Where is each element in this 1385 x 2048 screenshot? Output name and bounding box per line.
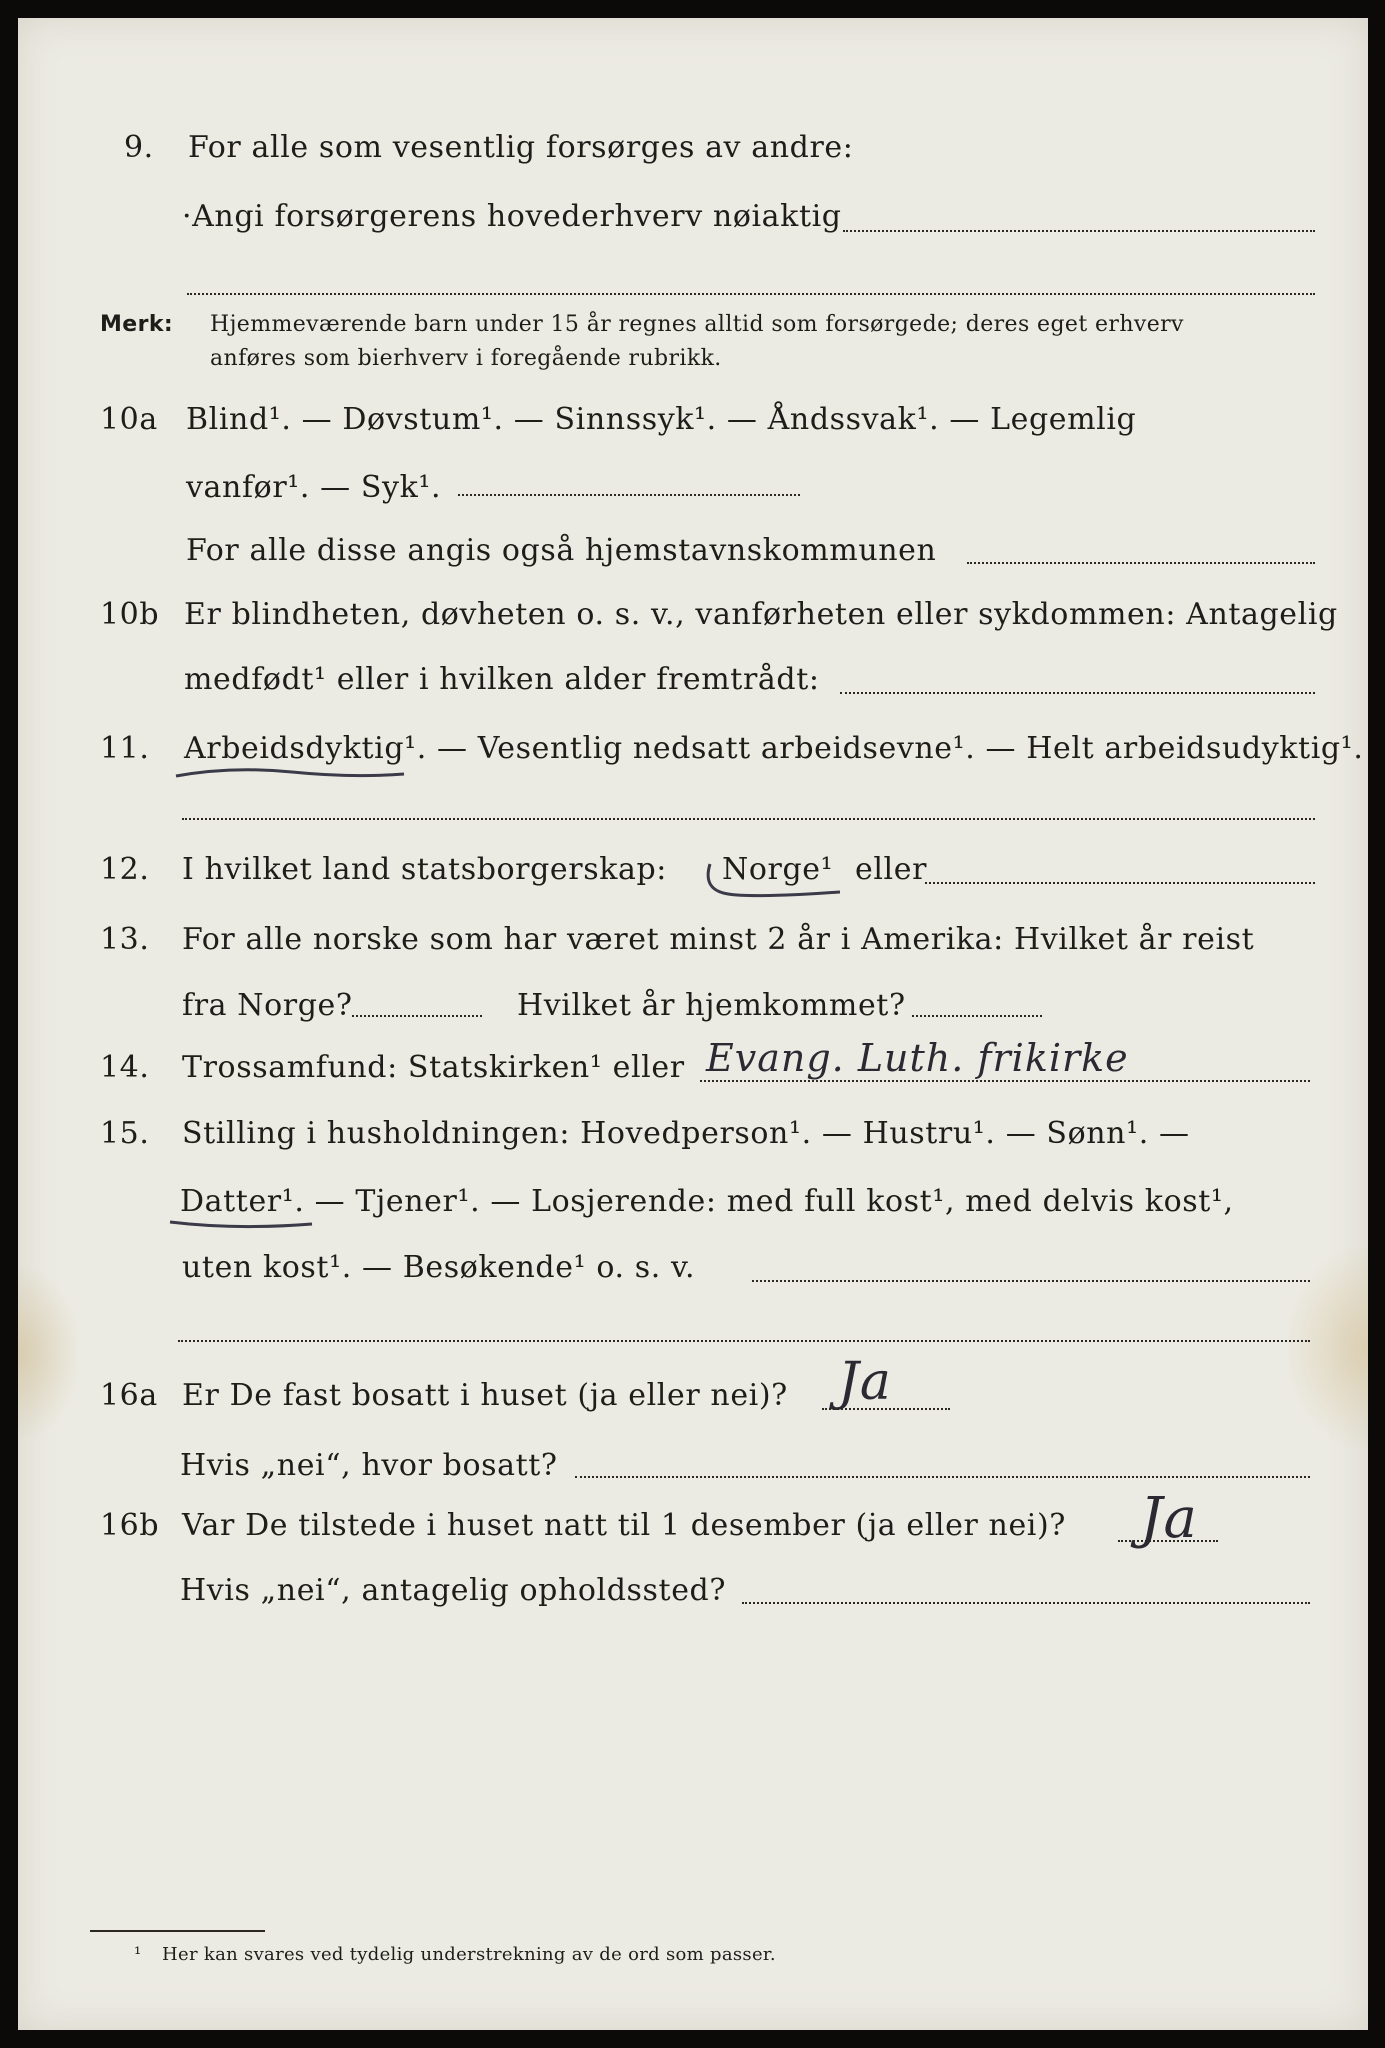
q16b-whereabouts-line[interactable] [742, 1602, 1310, 1604]
q13-number: 13. [100, 922, 150, 957]
q16b-answer-line[interactable] [1118, 1540, 1218, 1542]
q11-underline-mark [172, 764, 412, 784]
q16a-number: 16a [100, 1378, 158, 1413]
merk-line1: Hjemmeværende barn under 15 år regnes alltid som forsørgede; deres eget erhverv [210, 312, 1184, 337]
q15-number: 15. [100, 1116, 150, 1151]
q10a-line1: Blind¹. — Døvstum¹. — Sinnssyk¹. — Åndssvak¹. — Legemlig [186, 402, 1137, 437]
q16b-number: 16b [100, 1508, 160, 1543]
footnote-mark: ¹ [134, 1944, 142, 1965]
q12-number: 12. [100, 852, 150, 887]
q13-returned-line[interactable] [912, 1015, 1042, 1017]
paper-stain-left [18, 1268, 78, 1438]
q16b-line2: Hvis „nei“, antagelig opholdssted? [180, 1573, 727, 1608]
q9-number: 9. [124, 130, 154, 165]
q12-option-norge: Norge¹ [722, 852, 834, 887]
q15-answer-line-2[interactable] [178, 1340, 1310, 1342]
q16a-handwritten-answer: Ja [838, 1352, 892, 1412]
q10a-municipality-line[interactable] [967, 562, 1315, 564]
q13-departed-line[interactable] [352, 1015, 482, 1017]
q11-number: 11. [100, 731, 150, 766]
q15-line2: Datter¹. — Tjener¹. — Losjerende: med full kost¹, med delvis kost¹, [180, 1184, 1234, 1219]
q12-answer-line[interactable] [925, 882, 1315, 884]
q12-tail: eller [855, 852, 928, 887]
q10a-sick-line[interactable] [458, 494, 800, 496]
q16a-line2: Hvis „nei“, hvor bosatt? [180, 1448, 558, 1483]
q15-line1: Stilling i husholdningen: Hovedperson¹. — Hustru¹. — Sønn¹. — [182, 1116, 1190, 1151]
q14-number: 14. [100, 1050, 150, 1085]
q16a-residence-line[interactable] [575, 1476, 1310, 1478]
q14-lead: Trossamfund: Statskirken¹ eller [182, 1050, 685, 1085]
q13-line2b: Hvilket år hjemkommet? [517, 988, 906, 1023]
q15-underline-mark [166, 1214, 316, 1234]
merk-label: Merk: [100, 312, 174, 337]
q10a-line2: vanfør¹. — Syk¹. [186, 470, 442, 505]
merk-line2: anføres som bierhverv i foregående rubrikk. [210, 346, 722, 371]
q9-line1: For alle som vesentlig forsørges av andre: [188, 130, 854, 165]
footnote-rule [90, 1930, 265, 1932]
q11-answer-line[interactable] [182, 818, 1315, 820]
paper-stain-right [1288, 1248, 1368, 1448]
q16b-line1: Var De tilstede i huset natt til 1 desember (ja eller nei)? [182, 1508, 1066, 1543]
q15-answer-line[interactable] [752, 1280, 1310, 1282]
q16b-handwritten-answer: Ja [1140, 1486, 1198, 1551]
q13-line2a: fra Norge? [182, 988, 353, 1023]
q9-answer-line-2[interactable] [187, 293, 1315, 295]
q12-lead: I hvilket land statsborgerskap: [182, 852, 667, 887]
q10b-number: 10b [100, 597, 160, 632]
q10b-line2: medfødt¹ eller i hvilken alder fremtrådt: [184, 662, 820, 697]
footnote-text: Her kan svares ved tydelig understrekning av de ord som passer. [162, 1944, 776, 1965]
q15-line3: uten kost¹. — Besøkende¹ o. s. v. [182, 1250, 696, 1285]
q10a-line3: For alle disse angis også hjemstavnskommunen [186, 533, 937, 568]
q10a-number: 10a [100, 402, 158, 437]
q12-underline-mark [700, 860, 850, 904]
q9-answer-line[interactable] [843, 230, 1315, 232]
q16a-answer-line[interactable] [822, 1408, 950, 1410]
q14-answer-line[interactable] [700, 1080, 1310, 1082]
q14-handwritten-answer: Evang. Luth. frikirke [706, 1036, 1129, 1080]
q9-line2: ·Angi forsørgerens hovederhverv nøiaktig [182, 199, 842, 234]
q10b-answer-line[interactable] [840, 692, 1315, 694]
q10b-line1: Er blindheten, døvheten o. s. v., vanførheten eller sykdommen: Antagelig [184, 597, 1338, 632]
q11-line1: Arbeidsdyktig¹. — Vesentlig nedsatt arbeidsevne¹. — Helt arbeidsudyktig¹. [184, 731, 1364, 766]
q16a-line1: Er De fast bosatt i huset (ja eller nei)? [182, 1378, 788, 1413]
q13-line1: For alle norske som har været minst 2 år i Amerika: Hvilket år reist [182, 922, 1255, 957]
